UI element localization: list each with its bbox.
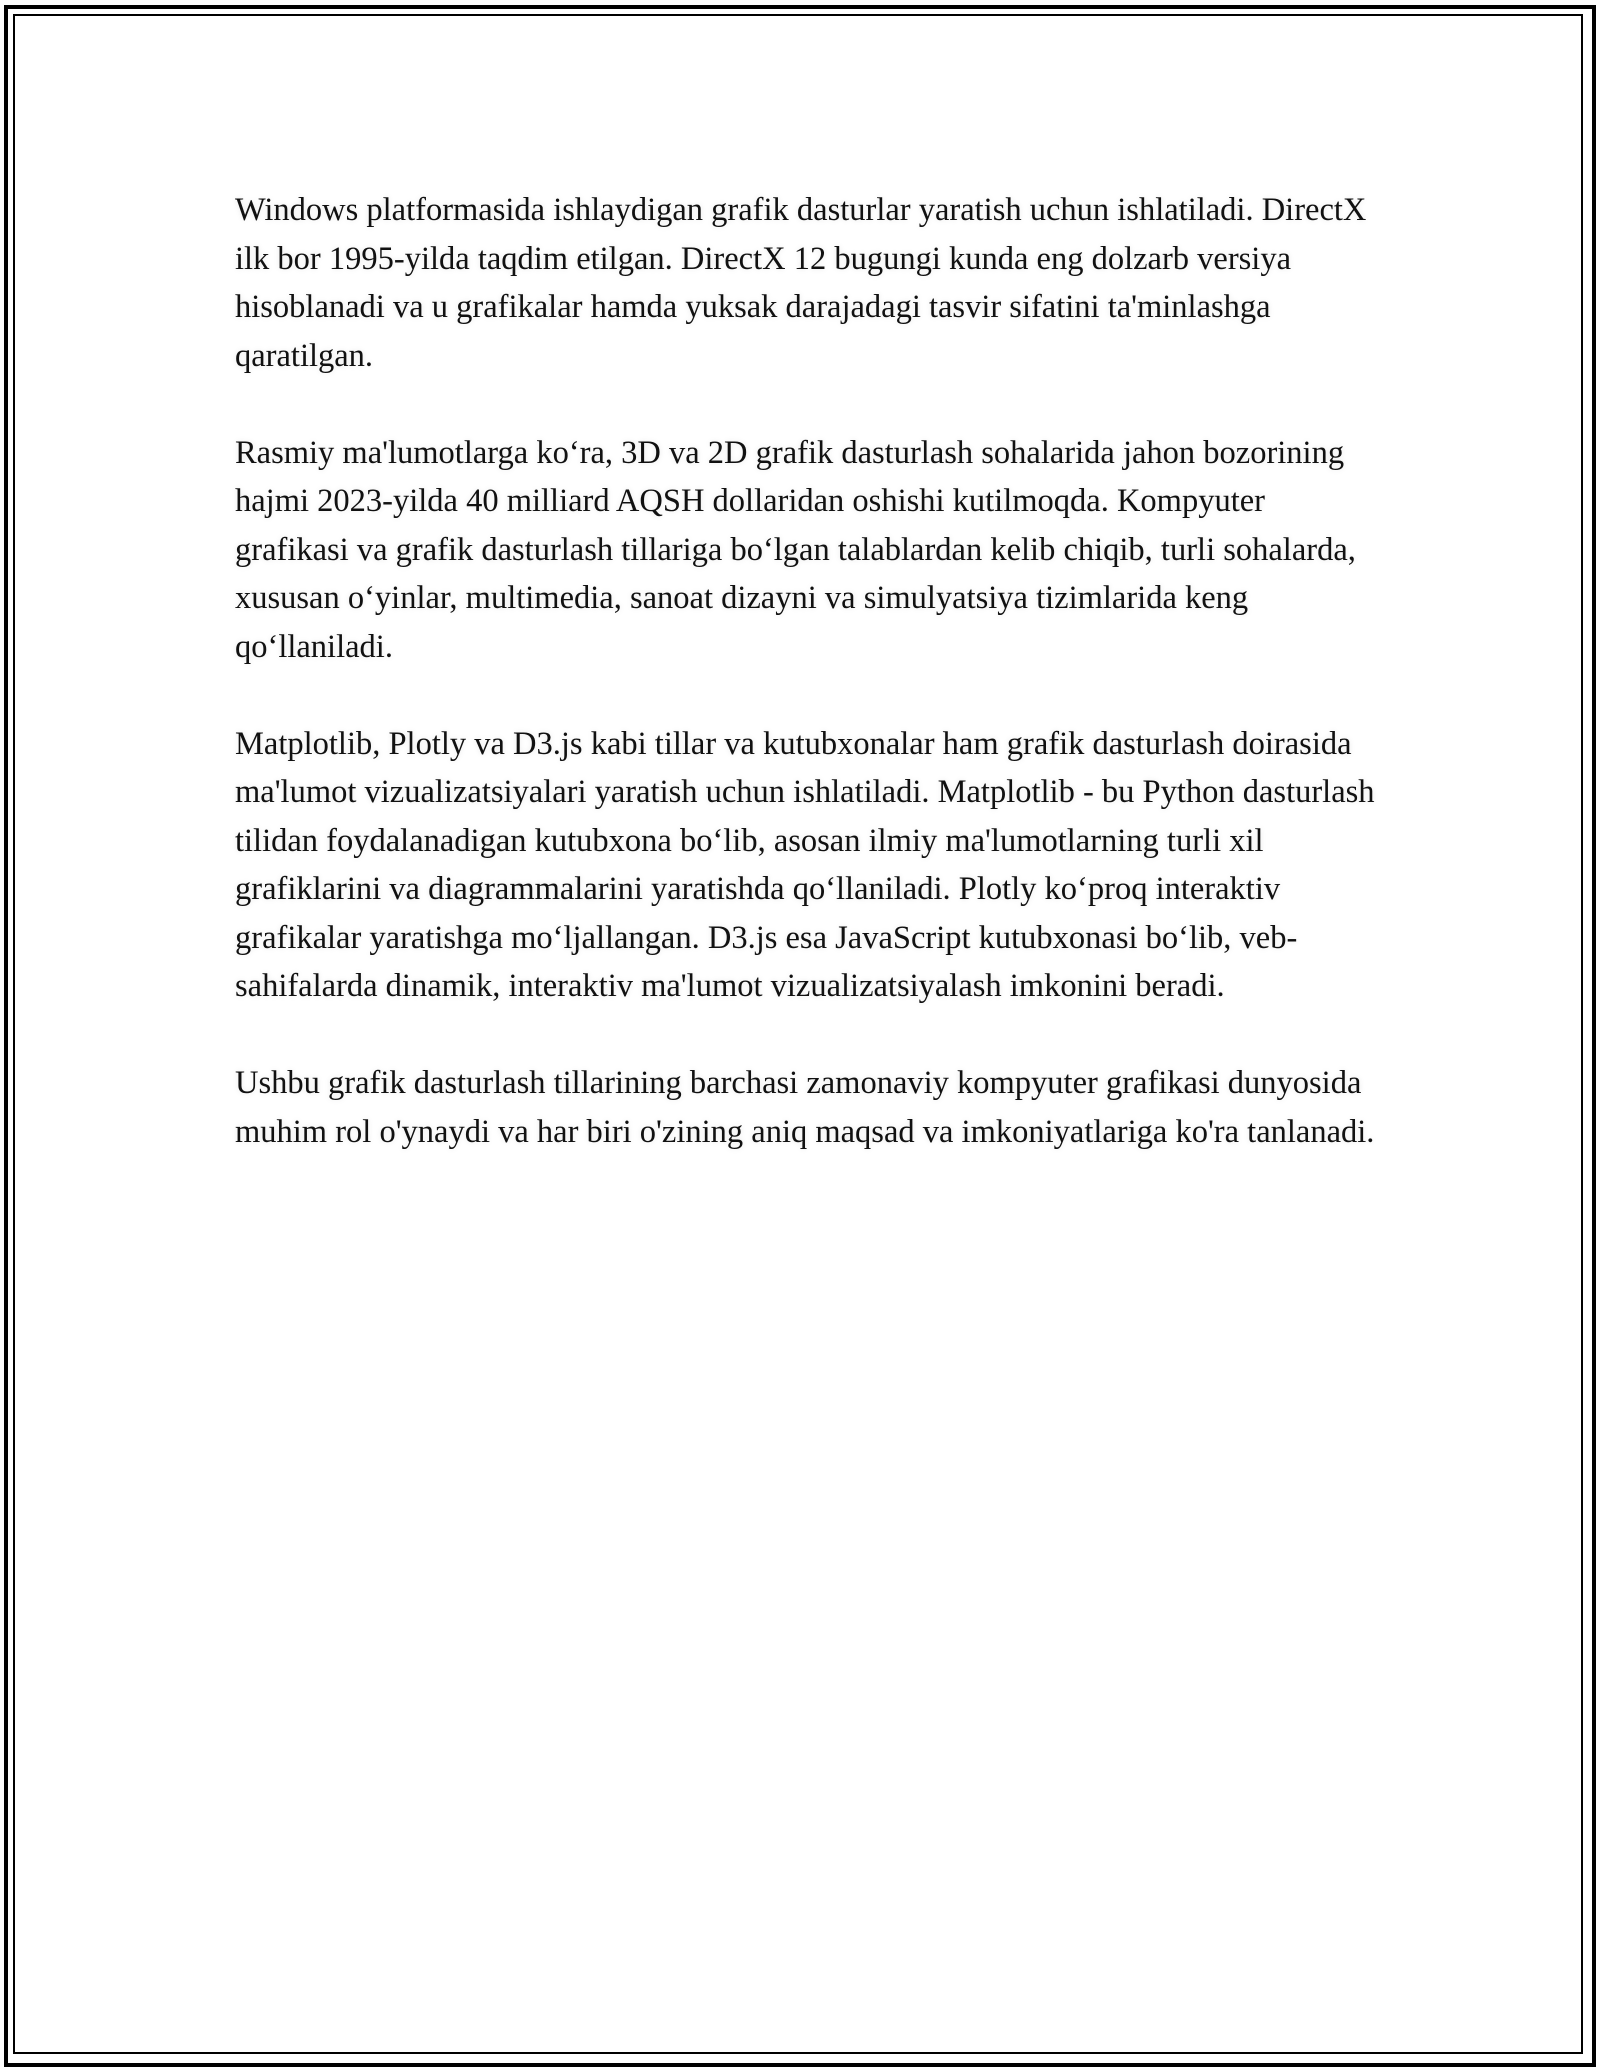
paragraph-conclusion: Ushbu grafik dasturlash tillarining barchasi zamonaviy kompyuter grafikasi dunyosida muhim rol o'ynaydi va har biri o'zining aniq maqsad va imkoniyatlariga ko'ra tanlanadi.	[235, 1065, 1375, 1150]
paragraph-libraries: Matplotlib, Plotly va D3.js kabi tillar va kutubxonalar ham grafik dasturlash doirasida ma'lumot vizualizatsiyalari yaratish uchun ishlatiladi. Matplotlib - bu Python dasturlash tilidan foydalanadigan kutubxona bo‘lib, asosan ilmiy ma'lumotlarning turli xil grafiklarini va diagrammalarini yaratishda qo‘llaniladi. Plotly ko‘proq interaktiv grafikalar yaratishga mo‘ljallangan. D3.js esa JavaScript kutubxonasi bo‘lib, veb-sahifalarda dinamik, interaktiv ma'lumot vizualizatsiyalash imkonini beradi.	[235, 725, 1375, 1004]
document-body	[235, 186, 1375, 1205]
paragraph-directx: Windows platformasida ishlaydigan grafik dasturlar yaratish uchun ishlatiladi. DirectX ilk bor 1995-yilda taqdim etilgan. DirectX 12 bugungi kunda eng dolzarb versiya hisoblanadi va u grafikalar hamda yuksak darajadagi tasvir sifatini ta'minlashga qaratilgan.	[235, 192, 1367, 374]
paragraph-market: Rasmiy ma'lumotlarga ko‘ra, 3D va 2D grafik dasturlash sohalarida jahon bozorining hajmi 2023-yilda 40 milliard AQSH dollaridan oshishi kutilmoqda. Kompyuter grafikasi va grafik dasturlash tillariga bo‘lgan talablardan kelib chiqib, turli sohalarda, xususan o‘yinlar, multimedia, sanoat dizayni va simulyatsiya tizimlarida keng qo‘llaniladi.	[235, 434, 1356, 665]
